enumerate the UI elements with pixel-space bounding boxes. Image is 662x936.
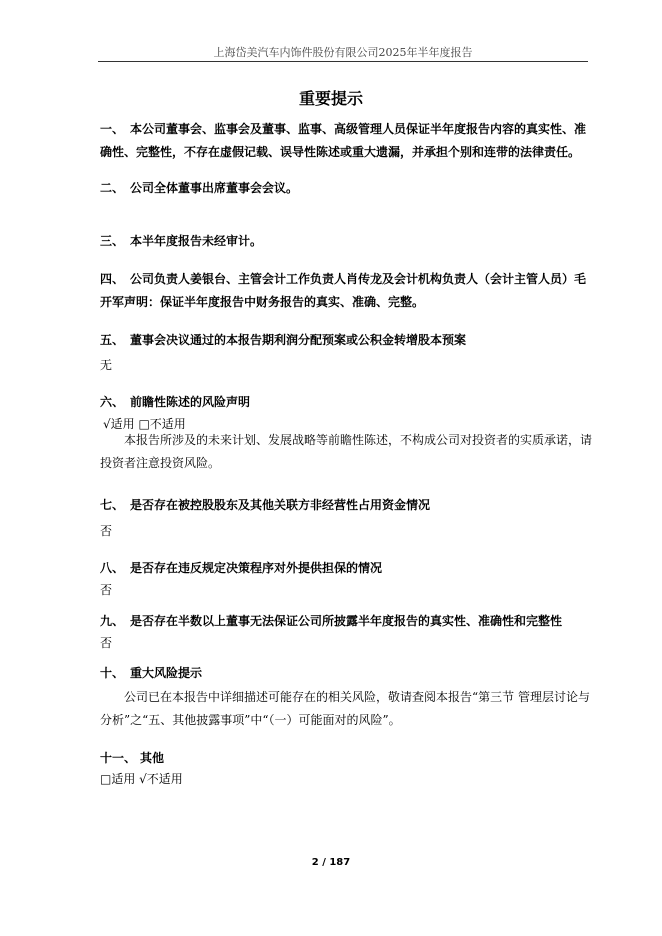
notice-item-6: [100, 391, 592, 414]
item-text: 本公司董事会、监事会及董事、监事、高级管理人员保证半年度报告内容的真实性、准确性、完整性，不存在虚假记载、误导性陈述或重大遗漏，并承担个别和连带的法律责任。: [100, 122, 587, 159]
item-9-answer: 否: [100, 636, 113, 650]
notice-item-10: [100, 662, 592, 685]
page-number: 2 / 187: [311, 857, 351, 868]
item-6-body: 本报告所涉及的未来计划、发展战略等前瞻性陈述，不构成公司对投资者的实质承诺，请投资者注意投资风险。: [100, 433, 593, 470]
notice-item-5: [100, 329, 592, 352]
page-title: 重要提示: [298, 89, 363, 108]
item-number: 五、: [100, 333, 125, 347]
item-11-applicability: □适用 √不适用: [100, 772, 183, 786]
notice-item-2: [100, 177, 592, 200]
item-number: 七、: [100, 498, 125, 512]
item-8-answer: 否: [100, 583, 113, 597]
item-text: 其他: [140, 751, 165, 765]
item-text: 是否存在违反规定决策程序对外提供担保的情况: [130, 561, 383, 575]
item-number: 四、: [100, 272, 125, 286]
item-6-applicability: √适用 □不适用: [103, 417, 186, 431]
header-rule: [98, 61, 588, 62]
item-text: 重大风险提示: [130, 666, 203, 680]
item-text: 是否存在半数以上董事无法保证公司所披露半年度报告的真实性、准确性和完整性: [130, 614, 563, 628]
item-text: 公司全体董事出席董事会会议。: [130, 181, 299, 195]
item-number: 八、: [100, 561, 125, 575]
notice-item-11: [100, 747, 592, 770]
item-text: 是否存在被控股股东及其他关联方非经营性占用资金情况: [130, 498, 431, 512]
notice-item-8: [100, 557, 592, 580]
item-number: 六、: [100, 395, 125, 409]
page-header: 上海岱美汽车内饰件股份有限公司2025年半年度报告: [213, 46, 473, 59]
item-number: 一、: [100, 122, 125, 136]
item-number: 九、: [100, 614, 125, 628]
item-7-answer: 否: [100, 524, 113, 538]
notice-item-7: [100, 494, 592, 517]
notice-item-9: [100, 610, 592, 633]
item-number: 十、: [100, 666, 125, 680]
item-text: 前瞻性陈述的风险声明: [130, 395, 251, 409]
item-text: 董事会决议通过的本报告期利润分配预案或公积金转增股本预案: [130, 333, 467, 347]
notice-item-1: [100, 118, 592, 164]
item-text: 公司负责人姜银台、主管会计工作负责人肖传龙及会计机构负责人（会计主管人员）毛开军声明：保证半年度报告中财务报告的真实、准确、完整。: [100, 272, 587, 309]
item-number: 十一、: [100, 751, 137, 765]
notice-item-4: [100, 268, 592, 314]
item-number: 三、: [100, 234, 125, 248]
item-text: 本半年度报告未经审计。: [130, 234, 263, 248]
notice-item-3: [100, 230, 592, 253]
item-5-answer: 无: [100, 358, 113, 372]
item-number: 二、: [100, 181, 125, 195]
item-10-body: 公司已在本报告中详细描述可能存在的相关风险，敬请查阅本报告“第三节 管理层讨论与分析”之“五、其他披露事项”中“（一）可能面对的风险”。: [100, 690, 590, 727]
